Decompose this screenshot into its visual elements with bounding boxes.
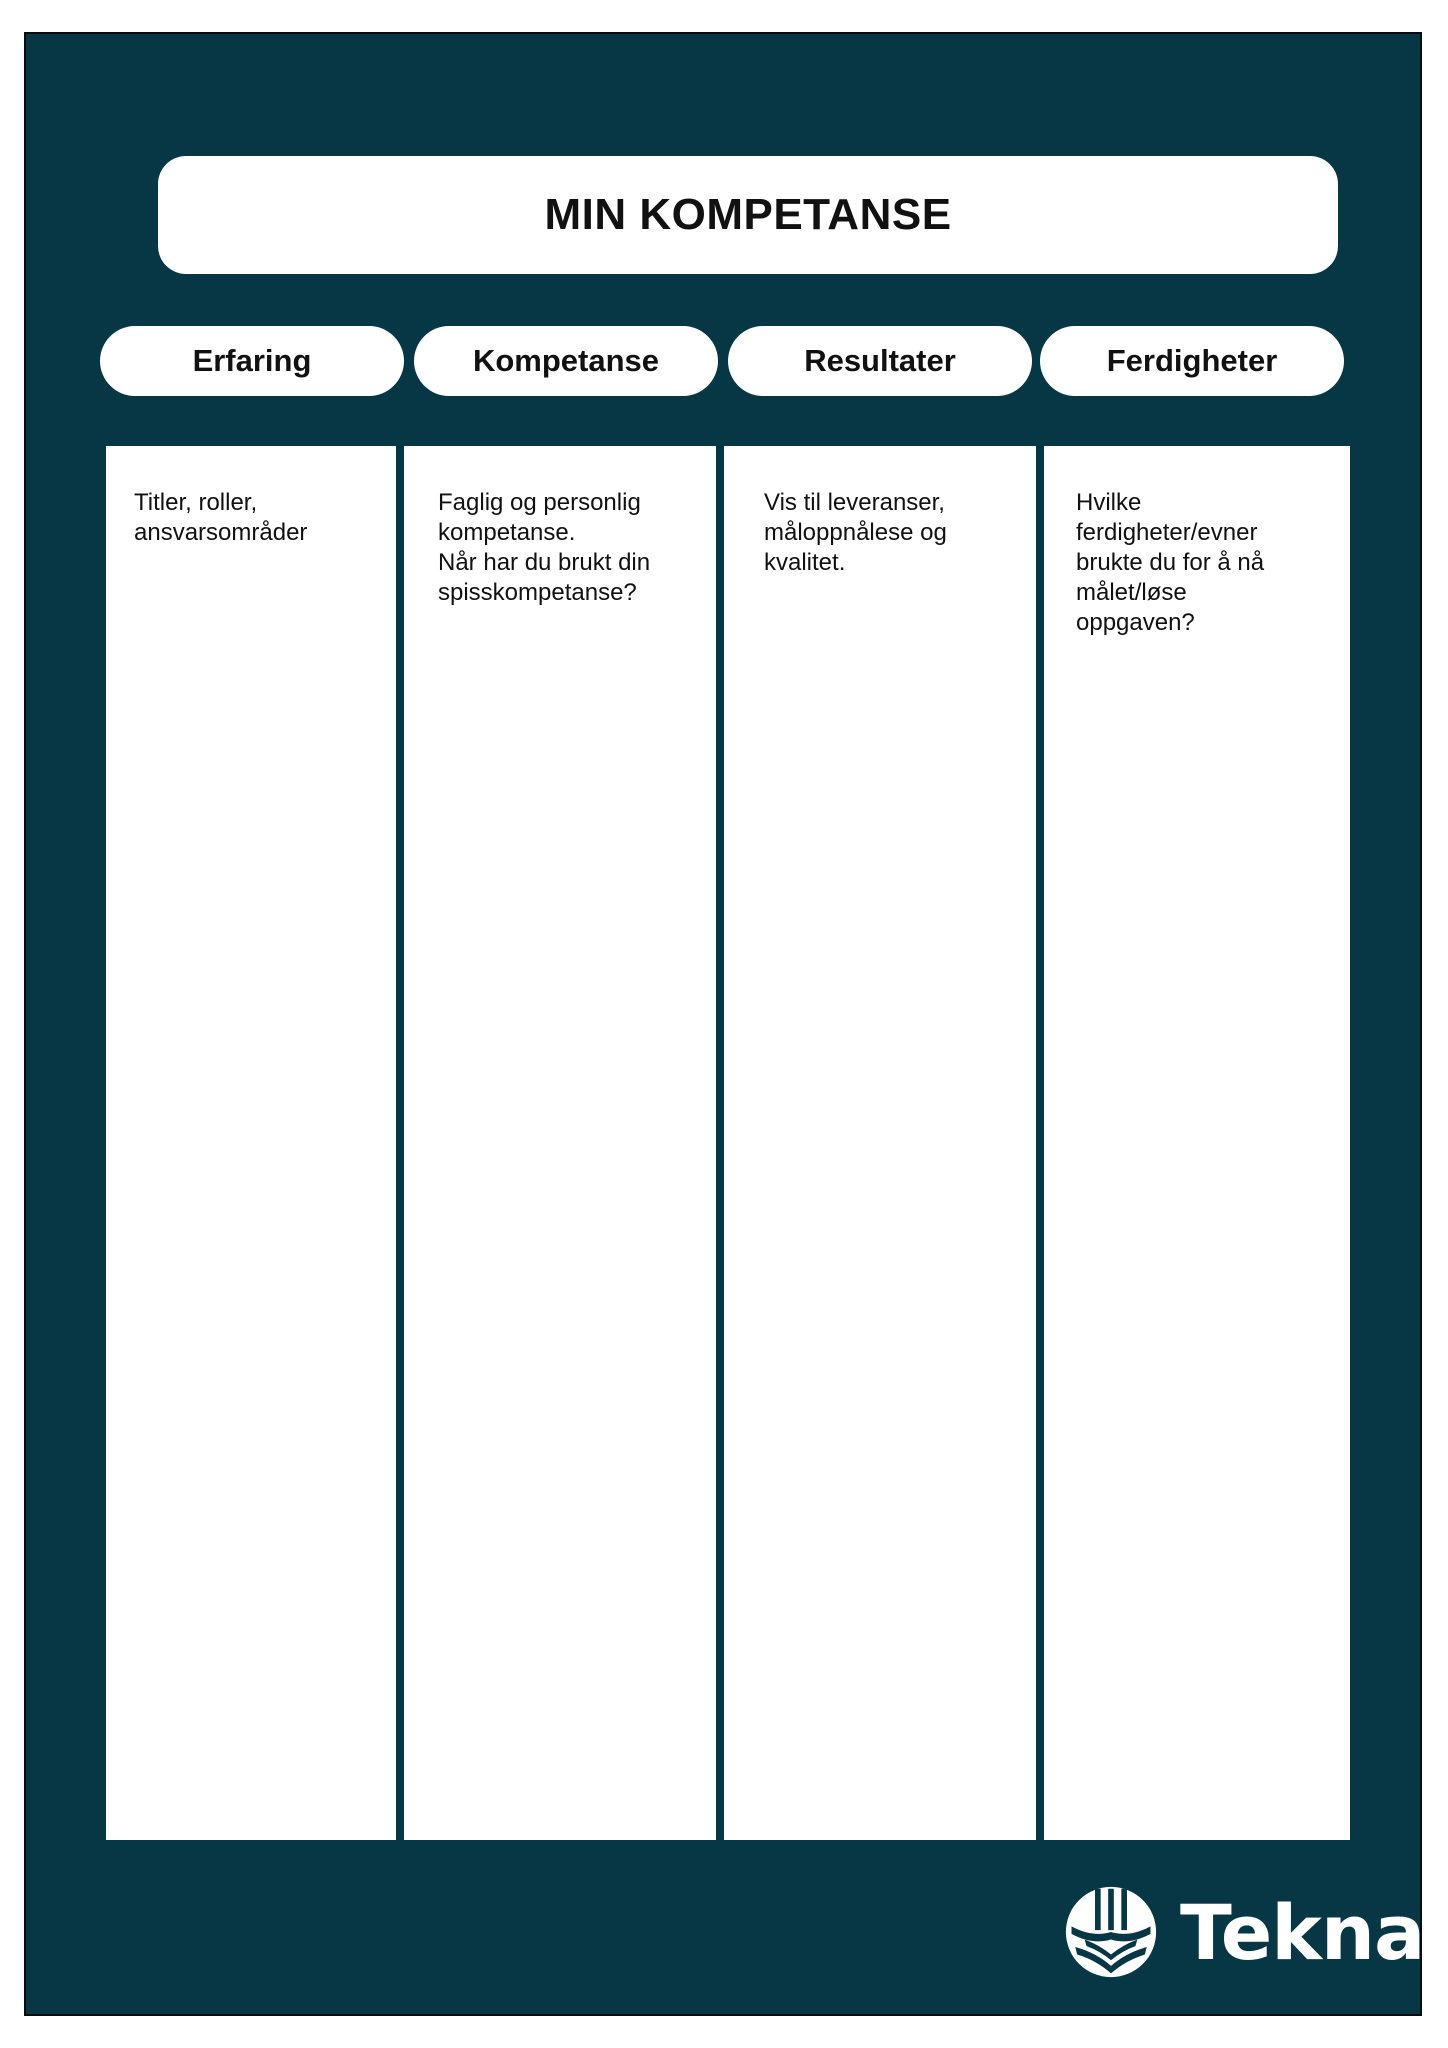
column-heading: Kompetanse [472,343,660,378]
tekna-logo-icon [1064,1885,1158,1979]
column-header-erfaring [100,326,404,396]
column-prompt: Vis til leveranser, måloppnålese og kvalitet. [764,489,947,576]
column-prompt: Hvilke ferdigheter/evner brukte du for å nå målet/løse oppgaven? [1076,489,1265,636]
title-banner [158,156,1338,274]
column-box-kompetanse[interactable] [404,446,716,1840]
column-heading: Erfaring [192,343,312,378]
tekna-wordmark: Tekna [1180,1887,1425,1977]
column-prompt: Titler, roller, ansvarsområder [134,489,308,546]
column-box-erfaring[interactable] [106,446,396,1840]
column-prompt: Faglig og personlig kompetanse. Når har du brukt din spisskompetanse? [438,489,651,606]
column-header-kompetanse [414,326,718,396]
column-header-resultater [728,326,1032,396]
column-box-ferdigheter[interactable] [1044,446,1350,1840]
worksheet [24,32,1425,2016]
column-header-ferdigheter [1040,326,1344,396]
column-heading: Ferdigheter [1106,343,1278,378]
page-title: MIN KOMPETANSE [544,190,952,239]
tekna-logo [1064,1882,1424,1982]
column-heading: Resultater [804,343,956,378]
column-box-resultater[interactable] [724,446,1036,1840]
